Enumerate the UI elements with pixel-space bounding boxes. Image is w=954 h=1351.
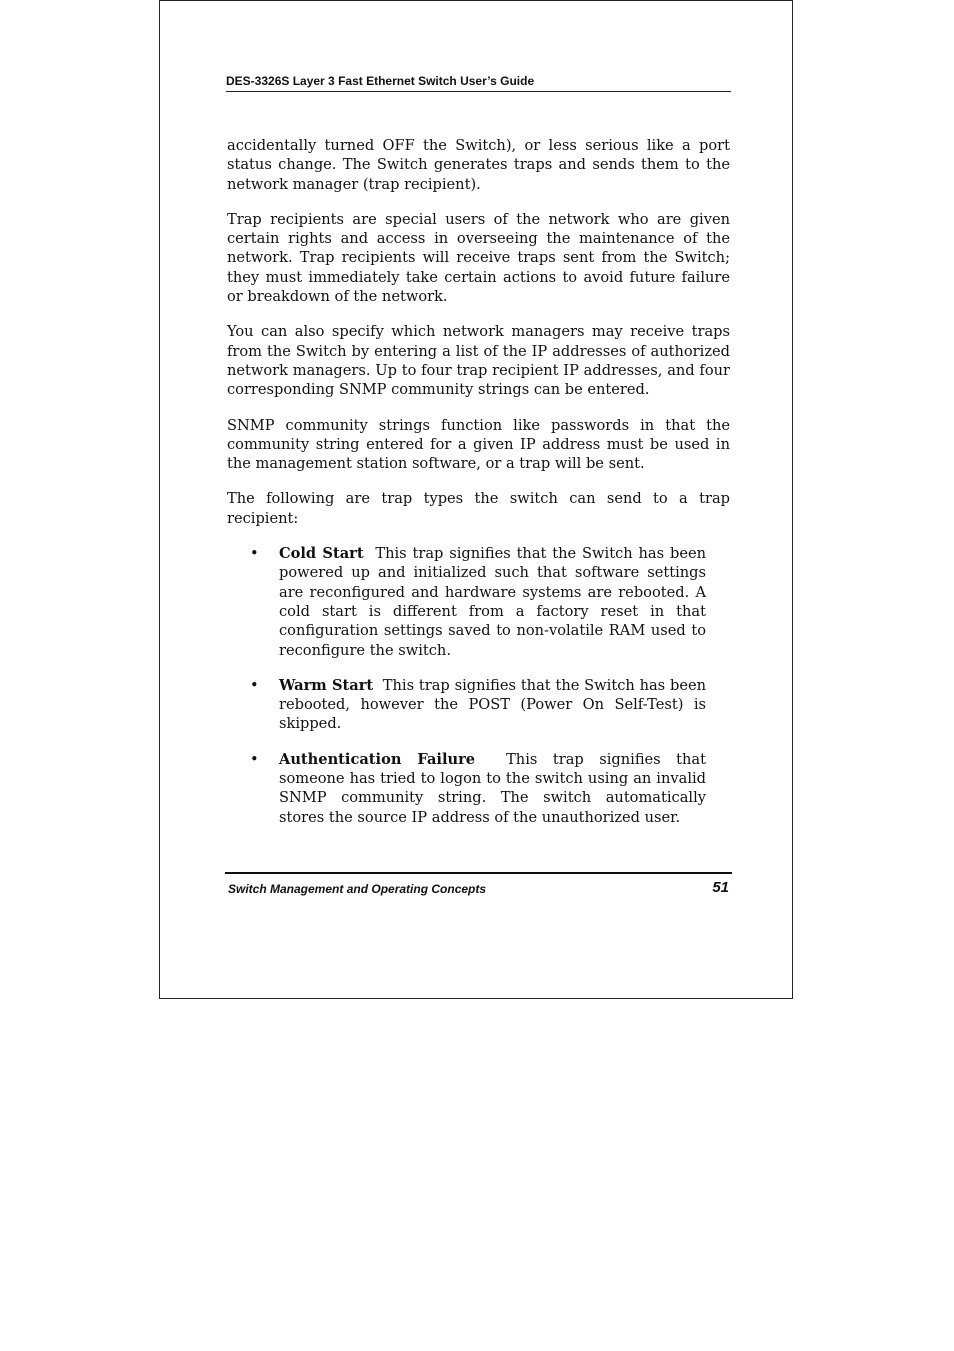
description-authentication-failure: This trap signifies that someone has tried to logon to the switch using an invalid SNMP community string. The switch automatically stores the source IP address of the unauthorized user. <box>279 750 706 826</box>
paragraph: The following are trap types the switch can send to a trap recipient: <box>227 490 730 527</box>
page-number: 51 <box>712 879 729 896</box>
term-authentication-failure: Authentication Failure <box>279 750 476 768</box>
trap-types-list <box>227 544 730 827</box>
bullet-icon: • <box>250 545 259 563</box>
running-footer <box>228 880 729 898</box>
term-cold-start: Cold Start <box>279 545 364 563</box>
page-body <box>227 136 730 843</box>
running-header: DES-3326S Layer 3 Fast Ethernet Switch User’s Guide <box>226 73 731 92</box>
footer-section-title: Switch Management and Operating Concepts <box>228 882 487 896</box>
list-item-warm-start <box>227 676 730 734</box>
list-item-cold-start <box>227 544 730 660</box>
bullet-icon: • <box>250 750 259 768</box>
description-warm-start: This trap signifies that the Switch has been rebooted, however the POST (Power On Self-Test) is skipped. <box>279 676 707 733</box>
paragraph: accidentally turned OFF the Switch), or less serious like a port status change. The Switch generates traps and sends them to the network manager (trap recipient). <box>227 137 730 193</box>
paragraph: You can also specify which network managers may receive traps from the Switch by entering a list of the IP addresses of authorized network managers. Up to four trap recipient IP addresses, and four corresponding SNMP community strings can be entered. <box>227 323 730 399</box>
footer-rule <box>225 872 732 874</box>
description-cold-start: This trap signifies that the Switch has been powered up and initialized such that software settings are reconfigured and hardware systems are rebooted. A cold start is different from a factory reset in that configuration settings saved to non-volatile RAM used to reconfigure the switch. <box>279 545 706 659</box>
bullet-icon: • <box>250 676 259 694</box>
list-item-authentication-failure <box>227 750 730 827</box>
paragraph: Trap recipients are special users of the network who are given certain rights and access in overseeing the maintenance of the network. Trap recipients will receive traps sent from the Switch; they must immediately take certain actions to avoid future failure or breakdown of the network. <box>227 210 730 306</box>
term-warm-start: Warm Start <box>279 676 374 694</box>
paragraph: SNMP community strings function like passwords in that the community string entered for a given IP address must be used in the management station software, or a trap will be sent. <box>227 416 730 473</box>
